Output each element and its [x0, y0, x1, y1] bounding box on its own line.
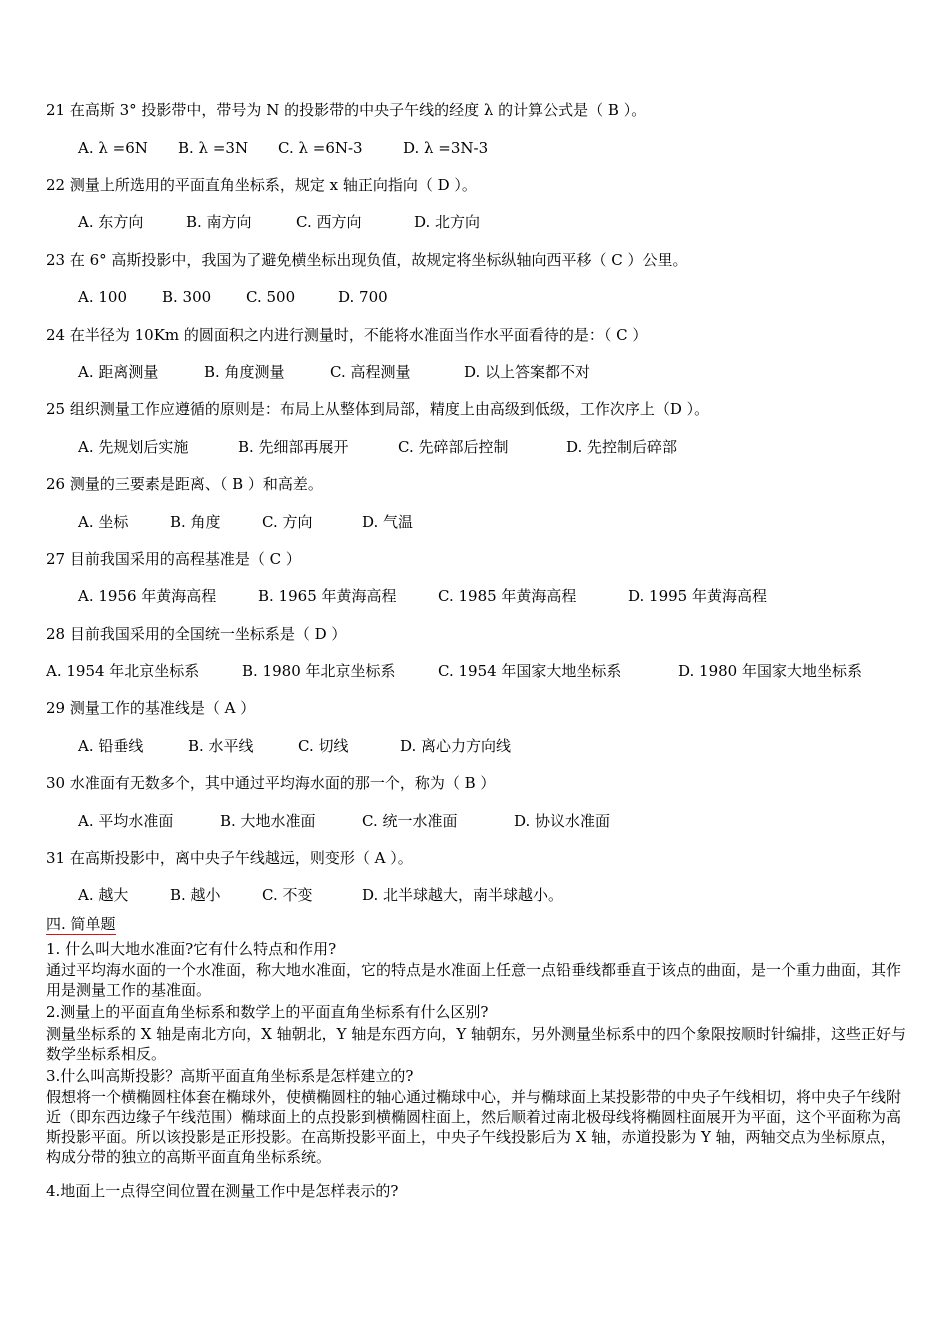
option-d: D. 北半球越大，南半球越小。 [362, 886, 564, 904]
short-answer-1-question: 1. 什么叫大地水准面?它有什么特点和作用? [46, 940, 337, 958]
option-d: D. 北方向 [414, 213, 481, 231]
question-21: 21 在高斯 3° 投影带中，带号为 N 的投影带的中央子午线的经度 λ 的计算公式是（ B ）。 [46, 101, 647, 119]
option-a: A. λ =6N [78, 139, 148, 157]
option-c: C. 统一水准面 [362, 812, 458, 830]
question-29-options [78, 736, 511, 756]
option-b: B. 角度测量 [204, 363, 285, 381]
option-b: B. 越小 [170, 886, 221, 904]
section-title: 四. 简单题 [46, 915, 116, 933]
option-b: B. 大地水准面 [220, 812, 316, 830]
question-26-options [78, 512, 413, 532]
option-b: B. 南方向 [186, 213, 252, 231]
option-a: A. 1954 年北京坐标系 [46, 662, 200, 680]
option-a: A. 铅垂线 [78, 737, 144, 755]
option-d: D. 1980 年国家大地坐标系 [678, 662, 862, 680]
question-29: 29 测量工作的基准线是（ A ） [46, 699, 256, 717]
question-23-options [78, 287, 388, 307]
question-22: 22 测量上所选用的平面直角坐标系，规定 x 轴正向指向（ D ）。 [46, 176, 477, 194]
question-25: 25 组织测量工作应遵循的原则是：布局上从整体到局部，精度上由高级到低级，工作次序上（D ）。 [46, 400, 710, 418]
question-31: 31 在高斯投影中，离中央子午线越远，则变形（ A ）。 [46, 849, 413, 867]
option-d: D. 1995 年黄海高程 [628, 587, 767, 605]
option-c: C. 高程测量 [330, 363, 411, 381]
option-c: C. 西方向 [296, 213, 362, 231]
option-d: D. 协议水准面 [514, 812, 611, 830]
short-answer-2-answer: 测量坐标系的 X 轴是南北方向，X 轴朝北，Y 轴是东西方向，Y 轴朝东，另外测量坐标系中的四个象限按顺时针编排，这些正好与数学坐标系相反。 [46, 1025, 907, 1063]
question-30: 30 水准面有无数多个，其中通过平均海水面的那一个，称为（ B ） [46, 774, 496, 792]
question-24-options [78, 362, 590, 382]
option-b: B. 先细部再展开 [238, 438, 349, 456]
question-26: 26 测量的三要素是距离、（ B ）和高差。 [46, 475, 323, 493]
option-a: A. 1956 年黄海高程 [78, 587, 217, 605]
option-b: B. λ =3N [178, 139, 249, 157]
question-27-options [78, 586, 767, 606]
short-answer-1-answer: 通过平均海水面的一个水准面，称大地水准面，它的特点是水准面上任意一点铅垂线都垂直于该点的曲面，是一个重力曲面，其作用是测量工作的基准面。 [46, 961, 902, 999]
option-c: C. 1954 年国家大地坐标系 [438, 662, 622, 680]
question-31-options [78, 885, 563, 905]
question-24: 24 在半径为 10Km 的圆面积之内进行测量时，不能将水准面当作水平面看待的是：（ C ） [46, 326, 648, 344]
option-a: A. 坐标 [78, 513, 129, 531]
option-a: A. 越大 [78, 886, 129, 904]
question-22-options [78, 212, 480, 232]
option-d: D. 以上答案都不对 [464, 363, 591, 381]
option-a: A. 100 [78, 288, 127, 306]
short-answer-2-question: 2.测量上的平面直角坐标系和数学上的平面直角坐标系有什么区别? [46, 1003, 489, 1021]
question-25-options [78, 437, 677, 457]
question-30-options [78, 811, 610, 831]
option-b: B. 1965 年黄海高程 [258, 587, 397, 605]
question-21-options [78, 138, 488, 158]
option-a: A. 先规划后实施 [78, 438, 189, 456]
option-c: C. 先碎部后控制 [398, 438, 509, 456]
option-c: C. λ =6N-3 [278, 139, 363, 157]
option-c: C. 500 [246, 288, 296, 306]
option-d: D. 700 [338, 288, 388, 306]
question-27: 27 目前我国采用的高程基准是（ C ） [46, 550, 301, 568]
option-d: D. 离心力方向线 [400, 737, 512, 755]
option-c: C. 方向 [262, 513, 313, 531]
option-a: A. 距离测量 [78, 363, 159, 381]
option-b: B. 1980 年北京坐标系 [242, 662, 396, 680]
option-c: C. 切线 [298, 737, 349, 755]
option-d: D. λ =3N-3 [403, 139, 489, 157]
short-answer-3-answer: 假想将一个横椭圆柱体套在椭球外，使横椭圆柱的轴心通过椭球中心，并与椭球面上某投影带的中央子午线相切，将中央子午线附近（即东西边缘子午线范围）椭球面上的点投影到横椭圆柱面上，然后顺着过南北极母线将椭圆柱面展开为平面，这个平面称为高斯投影平面。所以该投影是正形投影。在高斯投影平面上，中央子午线投影后为 X 轴，赤道投影为 Y 轴，两轴交点为坐标原点，构成分带的独立的高斯平面直角坐标系统。 [46, 1088, 902, 1166]
option-a: A. 东方向 [78, 213, 144, 231]
option-d: D. 先控制后碎部 [566, 438, 678, 456]
question-23: 23 在 6° 高斯投影中，我国为了避免横坐标出现负值，故规定将坐标纵轴向西平移（ C ）公里。 [46, 251, 688, 269]
short-answer-3-question: 3.什么叫高斯投影？高斯平面直角坐标系是怎样建立的? [46, 1067, 414, 1085]
option-b: B. 角度 [170, 513, 221, 531]
option-b: B. 水平线 [188, 737, 254, 755]
option-d: D. 气温 [362, 513, 414, 531]
option-a: A. 平均水准面 [78, 812, 174, 830]
short-answer-4-question: 4.地面上一点得空间位置在测量工作中是怎样表示的? [46, 1182, 399, 1200]
option-b: B. 300 [162, 288, 212, 306]
question-28: 28 目前我国采用的全国统一坐标系是（ D ） [46, 625, 347, 643]
option-c: C. 1985 年黄海高程 [438, 587, 577, 605]
question-28-options [46, 661, 862, 681]
option-c: C. 不变 [262, 886, 313, 904]
